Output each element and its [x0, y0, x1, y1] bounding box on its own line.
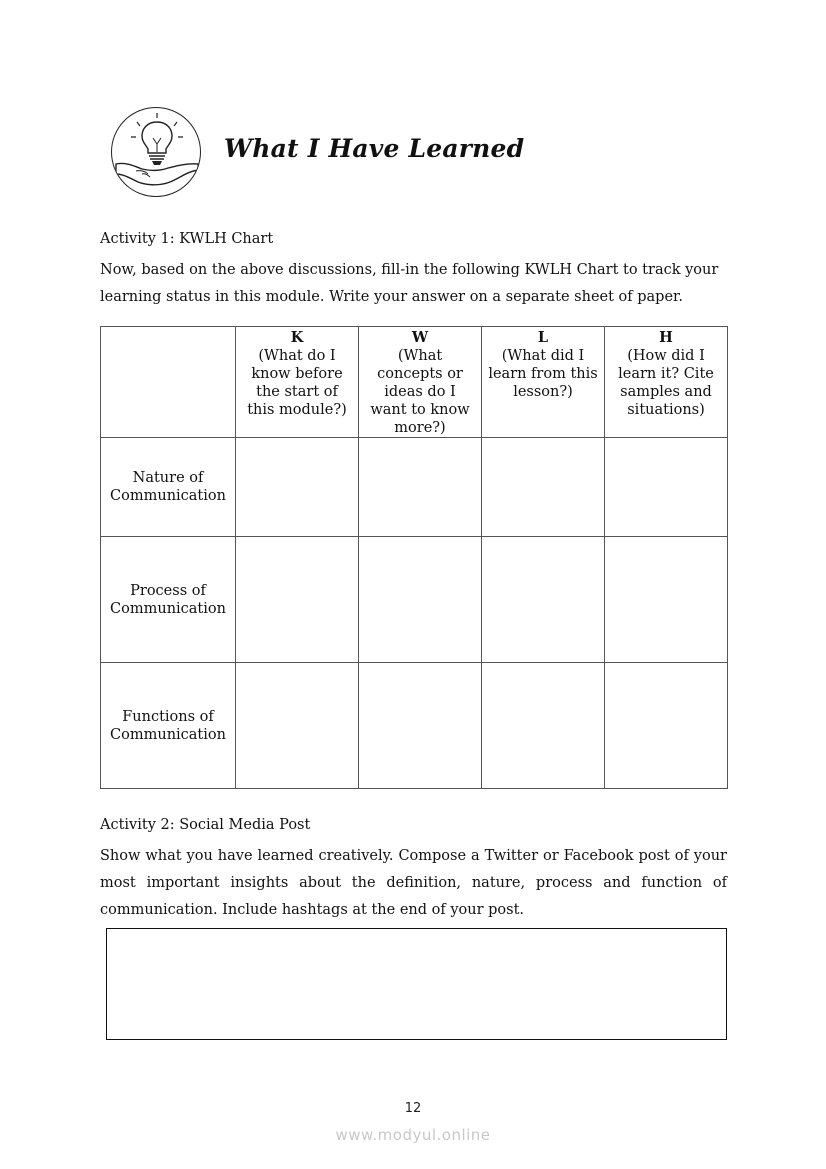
kwlh-corner-cell [101, 327, 236, 438]
column-letter: H [659, 329, 673, 346]
answer-cell [482, 537, 605, 663]
activity2-label: Activity 2: Social Media Post [100, 817, 311, 833]
column-prompt: (What do I know before the start of this module?) [247, 348, 347, 418]
kwlh-column-k [236, 327, 359, 438]
page-number: 12 [404, 1101, 422, 1116]
answer-cell [359, 537, 482, 663]
answer-cell [236, 663, 359, 789]
answer-cell [605, 663, 728, 789]
answer-cell [359, 438, 482, 537]
row-label: Process of Communication [101, 537, 236, 663]
kwlh-row-process [101, 537, 728, 663]
kwlh-column-w [359, 327, 482, 438]
activity2-instruction: Show what you have learned creatively. Compose a Twitter or Facebook post of your most important insights about the definition, nature, process and function of communication. Include hashtags at the end of your post. [100, 848, 727, 918]
kwlh-column-h [605, 327, 728, 438]
answer-cell [482, 663, 605, 789]
answer-cell [605, 537, 728, 663]
answer-cell [482, 438, 605, 537]
activity1-label: Activity 1: KWLH Chart [100, 231, 274, 247]
row-label: Nature of Communication [101, 438, 236, 537]
activity1-instruction: Now, based on the above discussions, fill-in the following KWLH Chart to track your learning status in this module. Write your answer on a separate sheet of paper. [100, 262, 719, 305]
kwlh-row-functions [101, 663, 728, 789]
column-prompt: (How did I learn it? Cite samples and situations) [618, 348, 714, 418]
answer-cell [605, 438, 728, 537]
social-media-post-box [106, 928, 727, 1040]
kwlh-column-l [482, 327, 605, 438]
row-label: Functions of Communication [101, 663, 236, 789]
column-letter: W [411, 329, 429, 346]
kwlh-row-nature [101, 438, 728, 537]
column-prompt: (What did I learn from this lesson?) [488, 348, 598, 400]
column-letter: K [290, 329, 304, 346]
section-title: What I Have Learned [224, 134, 525, 163]
answer-cell [236, 438, 359, 537]
kwlh-header-row [101, 327, 728, 438]
column-prompt: (What concepts or ideas do I want to know more?) [370, 348, 470, 436]
kwlh-chart [100, 326, 728, 789]
watermark: www.modyul.online [335, 1126, 491, 1144]
answer-cell [236, 537, 359, 663]
column-letter: L [537, 329, 549, 346]
answer-cell [359, 663, 482, 789]
lightbulb-hand-icon [111, 107, 201, 197]
